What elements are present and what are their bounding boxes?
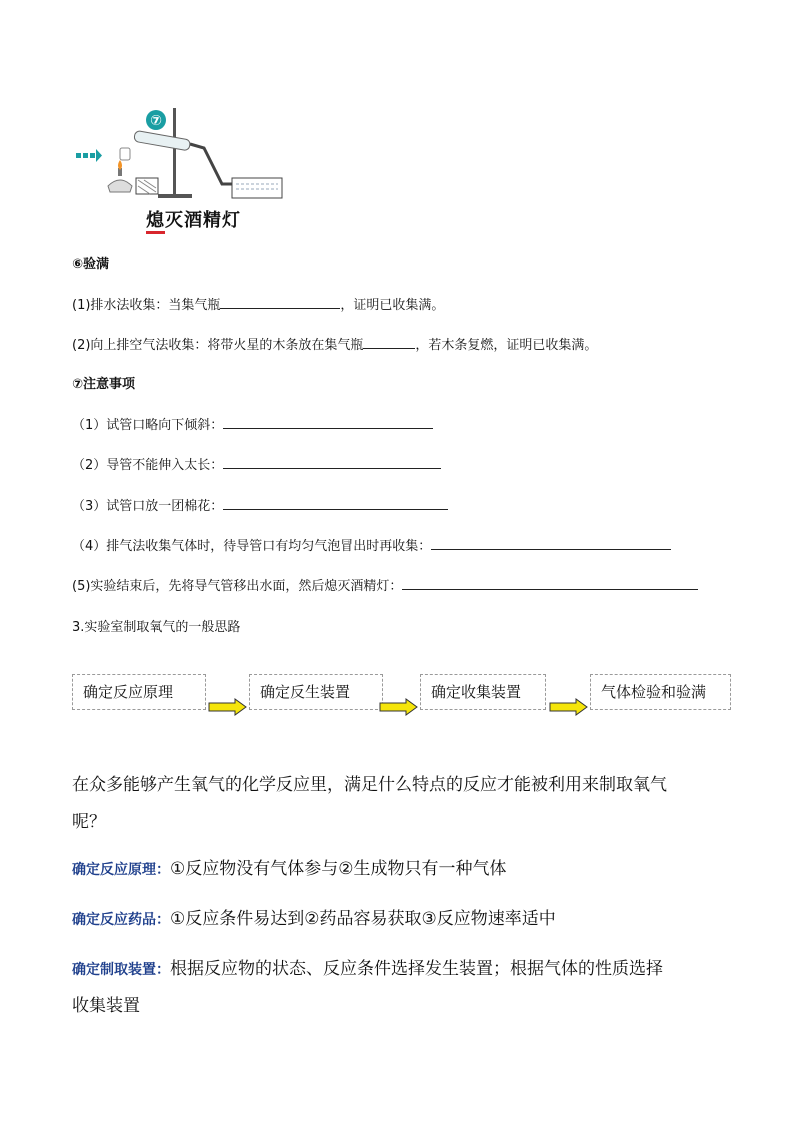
flow-step-3: 确定收集装置: [420, 674, 546, 710]
answer-blank[interactable]: [223, 456, 441, 469]
question-line: 呢？: [72, 812, 106, 832]
right-arrow-icon: [379, 698, 419, 716]
lamp-cap-icon: [120, 148, 130, 160]
section-heading: ⑦注意事项: [72, 377, 136, 392]
right-arrow-icon: [549, 698, 589, 716]
answer-apparatus: 确定制取装置：根据反应物的状态、反应条件选择发生装置；根据气体的性质选择: [72, 959, 663, 979]
fill-line: （4）排气法收集气体时，待导管口有均匀气泡冒出时再收集：: [72, 537, 671, 556]
fill-line: (2)向上排空气法收集：将带火星的木条放在集气瓶 ，若木条复燃，证明已收集满。: [72, 338, 598, 353]
flow-step-4: 气体检验和验满: [590, 674, 731, 710]
section-heading: ⑥验满: [72, 257, 110, 272]
fill-line: (1)排水法收集：当集气瓶 ，证明已收集满。: [72, 298, 445, 313]
answer-principle: 确定反应原理：①反应物没有气体参与②生成物只有一种气体: [72, 859, 507, 879]
figure-caption: 熄灭酒精灯: [146, 206, 241, 232]
answer-blank[interactable]: [223, 497, 448, 510]
answer-reagents: 确定反应药品：①反应条件易达到②药品容易获取③反应物速率适中: [72, 909, 556, 929]
answer-apparatus-cont: 收集装置: [72, 996, 140, 1016]
answer-blank[interactable]: [363, 336, 415, 349]
dashed-arrow-icon: [76, 149, 102, 162]
step-number: ⑦: [150, 113, 162, 129]
fill-line: （3）试管口放一团棉花：: [72, 497, 448, 516]
fill-line: （2）导管不能伸入太长：: [72, 456, 441, 475]
fill-line: （1）试管口略向下倾斜：: [72, 416, 433, 435]
flow-step-2: 确定反生装置: [249, 674, 383, 710]
right-arrow-icon: [208, 698, 248, 716]
answer-blank[interactable]: [223, 416, 433, 429]
question-line: 在众多能够产生氧气的化学反应里，满足什么特点的反应才能被利用来制取氧气: [72, 775, 667, 795]
answer-blank[interactable]: [431, 537, 671, 550]
answer-blank[interactable]: [220, 296, 340, 309]
flow-step-1: 确定反应原理: [72, 674, 206, 710]
fill-line: (5)实验结束后，先将导气管移出水面，然后熄灭酒精灯：: [72, 577, 698, 596]
answer-blank[interactable]: [402, 577, 698, 590]
section-heading: 3.实验室制取氧气的一般思路: [72, 620, 241, 635]
